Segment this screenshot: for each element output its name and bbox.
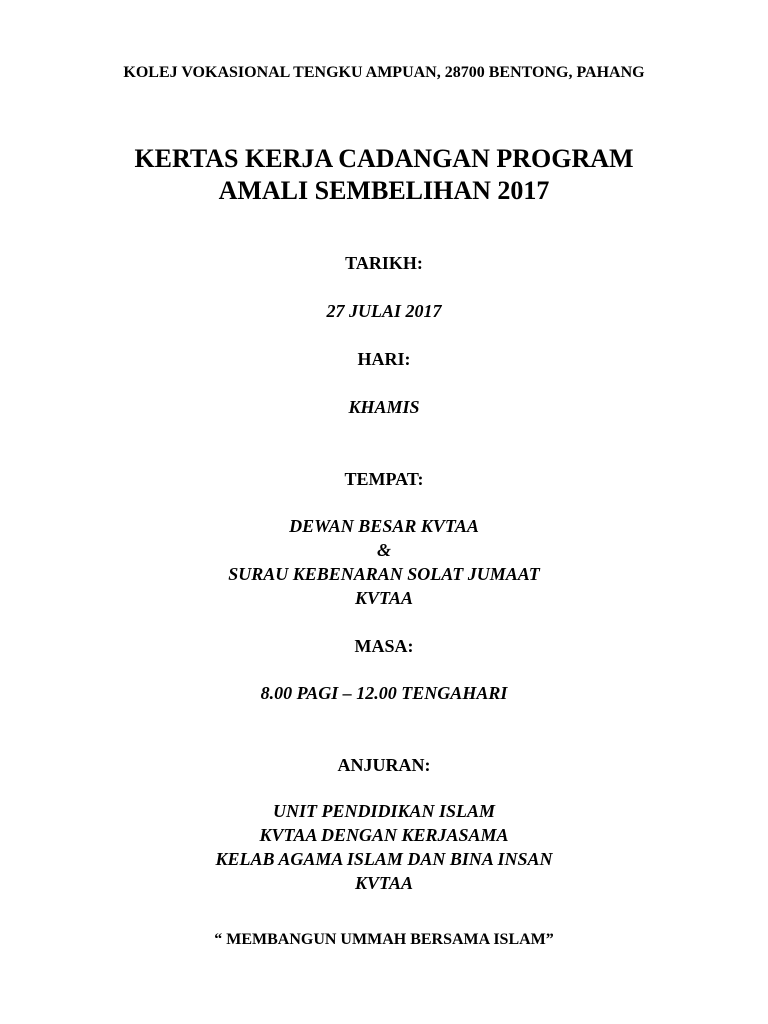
organizer-line-1: UNIT PENDIDIKAN ISLAM	[272, 801, 496, 821]
venue-line-3: SURAU KEBENARAN SOLAT JUMAAT	[228, 564, 540, 584]
day-label: HARI:	[357, 349, 411, 369]
organizer-label: ANJURAN:	[337, 755, 431, 775]
venue-label: TEMPAT:	[344, 469, 424, 489]
date-value: 27 JULAI 2017	[326, 301, 442, 321]
organizer-line-4: KVTAA	[354, 873, 414, 893]
document-title-line-2: AMALI SEMBELIHAN 2017	[218, 176, 550, 205]
college-header: KOLEJ VOKASIONAL TENGKU AMPUAN, 28700 BENTONG, PAHANG	[123, 64, 645, 81]
time-value: 8.00 PAGI – 12.00 TENGAHARI	[260, 683, 508, 703]
document-title-line-1: KERTAS KERJA CADANGAN PROGRAM	[134, 144, 634, 173]
venue-line-2: &	[376, 540, 391, 560]
venue-line-1: DEWAN BESAR KVTAA	[289, 516, 479, 536]
organizer-line-3: KELAB AGAMA ISLAM DAN BINA INSAN	[215, 849, 553, 869]
day-value: KHAMIS	[348, 397, 420, 417]
venue-line-4: KVTAA	[354, 588, 414, 608]
organizer-line-2: KVTAA DENGAN KERJASAMA	[259, 825, 509, 845]
motto: “ MEMBANGUN UMMAH BERSAMA ISLAM”	[214, 931, 554, 948]
time-label: MASA:	[354, 636, 414, 656]
date-label: TARIKH:	[345, 253, 423, 273]
